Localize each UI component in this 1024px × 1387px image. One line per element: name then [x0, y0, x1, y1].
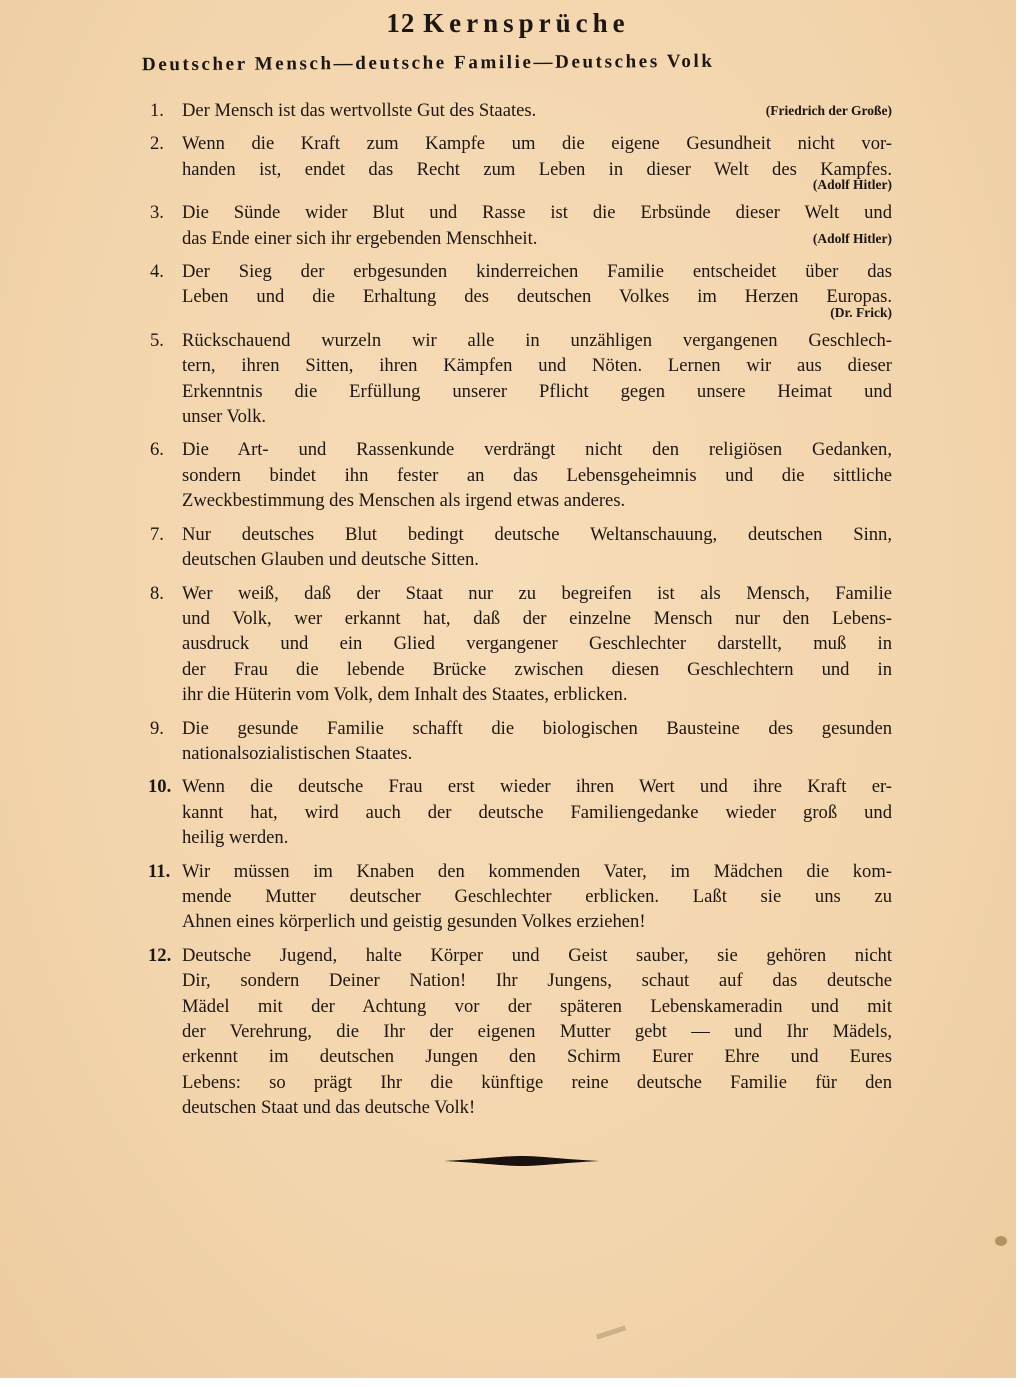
sayings-list [150, 98, 892, 1129]
saying-line-text: ausdruck und ein Glied vergangener Geschlechter darstellt, muß in [182, 633, 892, 655]
title-word: Kernsprüche [423, 8, 630, 38]
saying-line-text: Die gesunde Familie schafft die biologischen Bausteine des gesunden [182, 717, 892, 739]
saying-line [182, 547, 892, 572]
saying-line-text: Dir, sondern Deiner Nation! Ihr Jungens, schaut auf das deutsche [182, 970, 892, 992]
saying-attribution: (Adolf Hitler) [812, 230, 892, 246]
paper-stain [995, 1236, 1007, 1246]
saying-item [150, 437, 892, 513]
saying-number: 5. [150, 329, 164, 351]
saying-number: 6. [150, 439, 164, 461]
saying-item [150, 328, 892, 430]
saying-line [182, 328, 892, 353]
saying-line [182, 284, 892, 309]
saying-number: 7. [150, 523, 164, 545]
saying-line-text: kannt hat, wird auch der deutsche Familiengedanke wieder groß und [182, 801, 892, 823]
saying-item [150, 581, 892, 708]
saying-line-text: tern, ihren Sitten, ihren Kämpfen und Nöten. Lernen wir aus dieser [182, 355, 892, 377]
saying-line [182, 884, 892, 909]
saying-number: 12. [148, 944, 172, 966]
saying-number: 11. [148, 860, 171, 882]
saying-number: 1. [150, 100, 164, 121]
saying-line [182, 522, 892, 547]
saying-number: 10. [148, 776, 172, 798]
saying-line [182, 1044, 892, 1069]
saying-number: 4. [150, 261, 164, 283]
saying-line [182, 657, 892, 682]
saying-line [182, 463, 892, 488]
saying-attribution: (Dr. Frick) [830, 304, 892, 320]
saying-line-text: nationalsozialistischen Staates. [182, 742, 413, 764]
saying-item [150, 943, 892, 1121]
page-title [0, 8, 1016, 39]
saying-line-text: Mädel mit der Achtung vor der späteren Lebenskameradin und mit [182, 995, 892, 1017]
saying-number: 2. [150, 133, 164, 155]
saying-item [150, 774, 892, 850]
saying-item [150, 200, 892, 251]
saying-line [182, 581, 892, 606]
saying-line-text: Die Sünde wider Blut und Rasse ist die Erbsünde dieser Welt und [182, 202, 892, 224]
title-number: 12 [386, 8, 416, 38]
saying-item [150, 522, 892, 573]
saying-line [182, 909, 892, 934]
saying-line-text: Der Mensch ist das wertvollste Gut des Staates. [182, 100, 537, 121]
saying-number: 9. [150, 717, 164, 739]
saying-line [182, 1070, 892, 1095]
saying-line [182, 825, 892, 850]
saying-line [182, 716, 892, 741]
saying-line [182, 259, 892, 284]
saying-line [182, 1095, 892, 1120]
saying-line [182, 994, 892, 1019]
saying-number: 8. [150, 582, 164, 604]
saying-line-text: das Ende einer sich ihr ergebenden Menschheit. [182, 227, 538, 249]
saying-line [182, 682, 892, 707]
saying-line [182, 98, 892, 123]
saying-line-text: Ahnen eines körperlich und geistig gesunden Volkes erziehen! [182, 911, 646, 933]
saying-attribution: (Friedrich der Große) [765, 103, 892, 118]
paper-stain [596, 1325, 626, 1339]
saying-line [182, 404, 892, 429]
saying-line [182, 131, 892, 156]
saying-line [182, 859, 892, 884]
saying-line [182, 606, 892, 631]
saying-line-text: Wenn die Kraft zum Kampfe um die eigene Gesundheit nicht vor- [182, 133, 892, 155]
saying-line [182, 157, 892, 182]
saying-line-text: Nur deutsches Blut bedingt deutsche Weltanschauung, deutschen Sinn, [182, 523, 892, 545]
saying-line-text: Rückschauend wurzeln wir alle in unzähligen vergangenen Geschlech- [182, 329, 892, 351]
saying-item [150, 98, 892, 123]
saying-line-text: Deutsche Jugend, halte Körper und Geist sauber, sie gehören nicht [182, 944, 892, 966]
saying-line [182, 200, 892, 225]
saying-line [182, 741, 892, 766]
saying-line-text: deutschen Glauben und deutsche Sitten. [182, 549, 479, 571]
saying-line-text: Lebens: so prägt Ihr die künftige reine deutsche Familie für den [182, 1071, 892, 1093]
saying-line-text: Leben und die Erhaltung des deutschen Volkes im Herzen Europas. [182, 286, 892, 308]
saying-item [150, 259, 892, 320]
saying-line [182, 437, 892, 462]
saying-item [150, 716, 892, 767]
saying-item [150, 859, 892, 935]
saying-line [182, 488, 892, 513]
saying-line-text: Wir müssen im Knaben den kommenden Vater, im Mädchen die kom- [182, 860, 892, 882]
saying-item [150, 131, 892, 192]
saying-line [182, 379, 892, 404]
saying-line-text: erkennt im deutschen Jungen den Schirm Eurer Ehre und Eures [182, 1046, 892, 1068]
saying-line-text: Zweckbestimmung des Menschen als irgend etwas anderes. [182, 490, 626, 512]
saying-line [182, 943, 892, 968]
saying-line-text: Die Art- und Rassenkunde verdrängt nicht den religiösen Gedanken, [182, 439, 892, 461]
saying-attribution: (Adolf Hitler) [812, 177, 892, 193]
saying-line-text: Wenn die deutsche Frau erst wieder ihren Wert und ihre Kraft er- [182, 776, 892, 798]
saying-line-text: sondern bindet ihn fester an das Lebensgeheimnis und die sittliche [182, 464, 892, 486]
saying-line-text: heilig werden. [182, 827, 289, 849]
saying-line-text: und Volk, wer erkannt hat, daß der einzelne Mensch nur den Lebens- [182, 607, 892, 629]
saying-line [182, 226, 892, 251]
saying-line-text: unser Volk. [182, 406, 267, 428]
saying-line-text: Wer weiß, daß der Staat nur zu begreifen ist als Mensch, Familie [182, 582, 892, 604]
saying-line-text: der Verehrung, die Ihr der eigenen Mutter gebt — und Ihr Mädels, [182, 1021, 892, 1042]
saying-line-text: mende Mutter deutscher Geschlechter erblicken. Laßt sie uns zu [182, 885, 892, 907]
page-subtitle: Deutscher Mensch—deutsche Familie—Deutsches Volk [141, 50, 715, 76]
saying-line [182, 774, 892, 799]
saying-line-text: der Frau die lebende Brücke zwischen diesen Geschlechtern und in [182, 658, 892, 680]
saying-line [182, 800, 892, 825]
saying-line-text: Der Sieg der erbgesunden kinderreichen Familie entscheidet über das [182, 261, 892, 283]
saying-number: 3. [150, 202, 164, 224]
saying-line-text: Erkenntnis die Erfüllung unserer Pflicht gegen unsere Heimat und [182, 380, 892, 402]
saying-line [182, 631, 892, 656]
saying-line-text: deutschen Staat und das deutsche Volk! [182, 1097, 476, 1119]
swelled-rule-ornament-icon [444, 1154, 600, 1168]
saying-line-text: handen ist, endet das Recht zum Leben in dieser Welt des Kampfes. [182, 158, 892, 180]
saying-line-text: ihr die Hüterin vom Volk, dem Inhalt des Staates, erblicken. [182, 684, 628, 706]
saying-line [182, 353, 892, 378]
saying-line [182, 968, 892, 993]
saying-line [182, 1019, 892, 1044]
